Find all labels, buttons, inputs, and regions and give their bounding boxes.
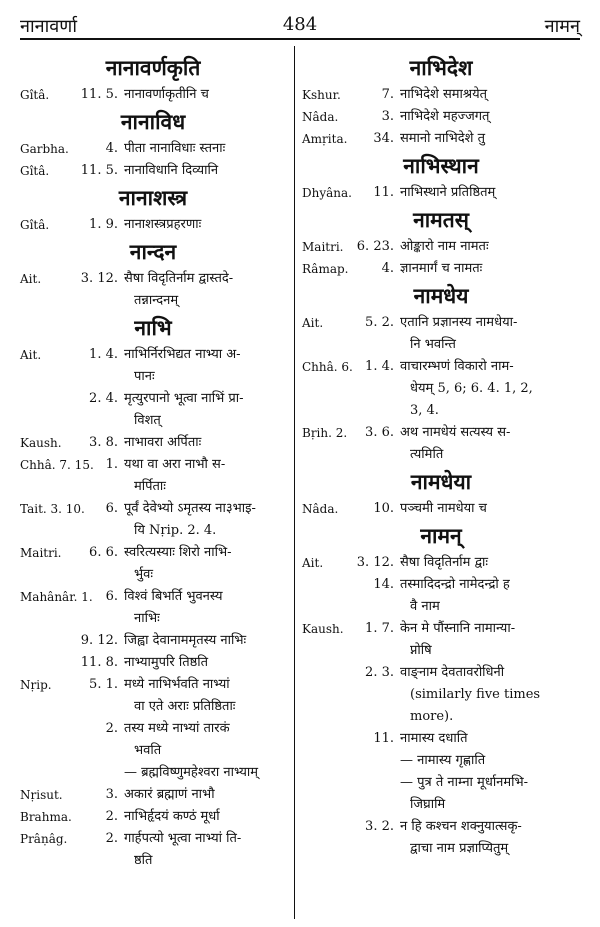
verse-reference: 3. 2. — [365, 819, 394, 834]
verse-reference: 9. 12. — [80, 633, 118, 648]
quotation-line: स्वरित्यस्याः शिरो नाभि- — [124, 545, 232, 560]
source-text: Nâda. — [302, 110, 339, 124]
quotation-line: (similarly five times — [410, 687, 541, 702]
quotation-line: — नामास्य गृह्णाति — [400, 753, 486, 768]
quotation-line: द्वाचा नाम प्रज्ञाप्यितुम् — [410, 841, 509, 856]
source-text: Garbha. — [20, 142, 69, 156]
header-rule — [20, 38, 580, 40]
source-text: Ait. — [302, 556, 324, 570]
dictionary-entry — [20, 652, 286, 674]
quotation-line: ज्ञानमार्गं च नामतः — [400, 261, 483, 276]
quotation-line: वै नाम — [410, 599, 440, 614]
dictionary-entry — [20, 542, 286, 586]
verse-reference: 6. 6. — [89, 545, 118, 560]
quotation-line: भवति — [134, 743, 162, 758]
quotation-line: अथ नामधेयं सत्यस्य स- — [400, 425, 511, 440]
headword: नामधेया — [410, 469, 472, 494]
quotation-line: र्भुवः — [134, 567, 153, 582]
source-text: Kshur. — [302, 88, 341, 102]
verse-reference: 11. 5. — [80, 163, 118, 178]
dictionary-entry — [302, 618, 580, 662]
quotation-line: समानो नाभिदेशे तु — [400, 131, 486, 146]
verse-reference: 2. — [105, 831, 118, 846]
quotation-line: गार्हपत्यो भूत्वा नाभ्यां ति- — [124, 831, 242, 846]
verse-reference: 3. — [105, 787, 118, 802]
quotation-line: वाङ्नाम देवतावरोधिनी — [400, 665, 505, 680]
source-text: Ait. — [20, 272, 42, 286]
dictionary-entry — [302, 106, 580, 128]
quotation-line: नाभिदेशे समाश्रयेत् — [400, 87, 488, 102]
dictionary-entry — [302, 816, 580, 860]
quotation-line: मृत्युरपानो भूत्वा नाभिं प्रा- — [124, 391, 244, 406]
headword: नामतस् — [413, 207, 469, 232]
quotation-line: नाभिदेशे महज्जगत् — [400, 109, 490, 124]
verse-reference: 2. 3. — [365, 665, 394, 680]
quotation-line: तस्य मध्ये नाभ्यां तारकं — [124, 721, 230, 736]
source-text: Prâṇâg. — [20, 832, 68, 846]
quotation-line: नि भवन्ति — [410, 337, 456, 352]
quotation-line: सैषा विदृतिर्नाम द्वाः — [400, 555, 489, 570]
quotation-line: विश्वं बिभर्ति भुवनस्य — [124, 589, 223, 604]
headword: नामन् — [420, 523, 462, 548]
verse-reference: 1. 9. — [89, 217, 118, 232]
dictionary-entry — [20, 454, 286, 498]
quotation-line: यथा वा अरा नाभौ स- — [124, 457, 226, 472]
quotation-line: 3, 4. — [410, 403, 439, 418]
page-number: 484 — [282, 14, 318, 35]
verse-reference: 11. 5. — [80, 87, 118, 102]
dictionary-entry — [20, 586, 286, 630]
dictionary-entry — [20, 718, 286, 762]
dictionary-entry — [20, 630, 286, 652]
quotation-line: ष्ठति — [134, 853, 153, 868]
quotation-line: पूर्वं देवेभ्यो ऽमृतस्य ना३भाइ- — [124, 501, 256, 516]
quotation-line: विशत् — [134, 413, 161, 428]
quotation-line: — ब्रह्मविष्णुमहेश्वरा नाभ्याम् — [124, 765, 259, 780]
left-column — [20, 52, 286, 872]
verse-reference: 11. — [373, 731, 394, 746]
source-text: Maitri. — [302, 240, 344, 254]
quotation-line: तन्नान्दनम् — [134, 293, 179, 308]
verse-reference: 5. 1. — [89, 677, 118, 692]
right-column — [302, 52, 580, 860]
verse-reference: 6. 23. — [356, 239, 394, 254]
quotation-line: नाभावरा अर्पिताः — [124, 435, 202, 450]
source-text: Râmap. — [302, 262, 349, 276]
dictionary-entry — [20, 214, 286, 236]
verse-reference: 5. 2. — [365, 315, 394, 330]
quotation-line: नानाशस्त्रप्रहरणाः — [124, 217, 202, 232]
quotation-line: मध्ये नाभिर्भवति नाभ्यां — [124, 677, 230, 692]
verse-reference: 10. — [373, 501, 394, 516]
source-text: Brahma. — [20, 810, 72, 824]
dictionary-entry — [302, 422, 580, 466]
running-head-left: नानावर्णा — [20, 16, 77, 37]
headword: नाभिस्थान — [403, 153, 479, 178]
dictionary-entry — [302, 236, 580, 258]
verse-reference: 34. — [373, 131, 394, 146]
quotation-line: पीता नानाविधाः स्तनाः — [124, 141, 226, 156]
headword: नानावर्णकृति — [105, 55, 201, 80]
headword: नानाशस्त्र — [118, 185, 188, 210]
source-text: Ait. — [20, 348, 42, 362]
quotation-line: धेयम् 5, 6; 6. 4. 1, 2, — [410, 381, 533, 396]
quotation-line: त्यमिति — [410, 447, 444, 462]
source-text: Nṛisut. — [20, 788, 63, 802]
quotation-line: पञ्चमी नामधेया च — [400, 501, 487, 516]
verse-reference: 7. — [381, 87, 394, 102]
page-header — [20, 14, 580, 36]
verse-reference: 3. 6. — [365, 425, 394, 440]
quotation-line: more). — [410, 709, 454, 724]
verse-reference: 14. — [373, 577, 394, 592]
dictionary-entry — [302, 772, 580, 816]
source-text: Mahânâr. 1. — [20, 590, 93, 604]
dictionary-entry — [302, 574, 580, 618]
verse-reference: 2. 4. — [89, 391, 118, 406]
quotation-line: प्नोषि — [410, 643, 432, 658]
dictionary-entry — [20, 138, 286, 160]
headword: नान्दन — [129, 239, 177, 264]
dictionary-entry — [20, 432, 286, 454]
quotation-line: जिघ्रामि — [410, 797, 446, 812]
source-text: Amṛita. — [302, 132, 348, 146]
quotation-line: नाभ्यामुपरि तिष्ठति — [124, 655, 209, 670]
dictionary-entry — [302, 258, 580, 280]
dictionary-entry — [20, 84, 286, 106]
quotation-line: नाभिर्निरभिद्यत नाभ्या अ- — [124, 347, 241, 362]
quotation-line: सैषा विदृतिर्नाम द्वास्तदे- — [124, 271, 234, 286]
dictionary-entry — [302, 84, 580, 106]
dictionary-entry — [302, 312, 580, 356]
quotation-line: एतानि प्रज्ञानस्य नामधेया- — [400, 315, 518, 330]
verse-reference: 1. 4. — [365, 359, 394, 374]
quotation-line: नानाविधानि दिव्यानि — [124, 163, 219, 178]
verse-reference: 3. — [381, 109, 394, 124]
source-text: Gîtâ. — [20, 218, 50, 232]
verse-reference: 3. 12. — [356, 555, 394, 570]
source-text: Tait. 3. 10. — [20, 502, 85, 516]
quotation-line: नाभिः — [134, 611, 160, 626]
dictionary-entry — [20, 784, 286, 806]
quotation-line: — पुत्र ते नाम्ना मूर्धानमभि- — [400, 775, 529, 790]
quotation-line: वाचारम्भणं विकारो नाम- — [400, 359, 514, 374]
dictionary-entry — [20, 344, 286, 388]
running-head-right: नामन् — [544, 16, 580, 37]
headword: नामधेय — [413, 283, 469, 308]
verse-reference: 4. — [105, 141, 118, 156]
verse-reference: 4. — [381, 261, 394, 276]
dictionary-entry — [20, 388, 286, 432]
dictionary-entry — [20, 674, 286, 718]
verse-reference: 3. 8. — [89, 435, 118, 450]
dictionary-entry — [302, 498, 580, 520]
quotation-line: ओङ्कारो नाम नामतः — [400, 239, 489, 254]
quotation-line: पानः — [134, 369, 155, 384]
verse-reference: 2. — [105, 809, 118, 824]
source-text: Gîtâ. — [20, 164, 50, 178]
verse-reference: 1. 7. — [365, 621, 394, 636]
dictionary-entry — [20, 806, 286, 828]
source-text: Kaush. — [302, 622, 344, 636]
quotation-line: अकारं ब्रह्माणं नाभौ — [124, 787, 215, 802]
source-text: Chhâ. 7. 15. — [20, 458, 94, 472]
quotation-line: नाभिर्हृदयं कण्ठं मूर्धा — [124, 809, 220, 824]
dictionary-entry — [20, 498, 286, 542]
dictionary-entry — [20, 762, 286, 784]
quotation-line: नानावर्णाकृतीनि च — [124, 87, 209, 102]
source-text: Nṛip. — [20, 678, 52, 692]
verse-reference: 11. 8. — [80, 655, 118, 670]
headword: नानाविध — [120, 109, 186, 134]
source-text: Gîtâ. — [20, 88, 50, 102]
dictionary-entry — [302, 750, 580, 772]
dictionary-entry — [302, 662, 580, 728]
dictionary-entry — [302, 182, 580, 204]
source-text: Kaush. — [20, 436, 62, 450]
source-text: Maitri. — [20, 546, 62, 560]
quotation-line: जिह्वा देवानाममृतस्य नाभिः — [124, 633, 247, 648]
verse-reference: 2. — [105, 721, 118, 736]
source-text: Bṛih. 2. — [302, 426, 348, 440]
column-divider — [294, 46, 295, 919]
source-text: Chhâ. 6. — [302, 360, 353, 374]
dictionary-entry — [302, 552, 580, 574]
verse-reference: 1. 4. — [89, 347, 118, 362]
dictionary-entry — [302, 356, 580, 422]
quotation-line: नामास्य दधाति — [400, 731, 468, 746]
headword: नाभिदेश — [409, 55, 473, 80]
quotation-line: मर्पिताः — [134, 479, 166, 494]
verse-reference: 1. — [105, 457, 118, 472]
source-text: Nâda. — [302, 502, 339, 516]
verse-reference: 6. — [105, 501, 118, 516]
quotation-line: नाभिस्थाने प्रतिष्ठितम् — [400, 185, 496, 200]
verse-reference: 11. — [373, 185, 394, 200]
source-text: Ait. — [302, 316, 324, 330]
quotation-line: केन मे पौंस्नानि नामान्या- — [400, 621, 516, 636]
quotation-line: वा एते अराः प्रतिष्ठिताः — [134, 699, 236, 714]
source-text: Dhyâna. — [302, 186, 352, 200]
quotation-line: यि Nṛip. 2. 4. — [134, 523, 217, 538]
dictionary-entry — [20, 268, 286, 312]
headword: नाभि — [134, 315, 172, 340]
quotation-line: न हि कश्चन शक्नुयात्सकृ- — [400, 819, 522, 834]
dictionary-entry — [302, 128, 580, 150]
dictionary-entry — [302, 728, 580, 750]
dictionary-entry — [20, 160, 286, 182]
verse-reference: 3. 12. — [80, 271, 118, 286]
quotation-line: तस्मादिदन्द्रो नामेदन्द्रो ह — [400, 577, 510, 592]
verse-reference: 6. — [105, 589, 118, 604]
dictionary-entry — [20, 828, 286, 872]
